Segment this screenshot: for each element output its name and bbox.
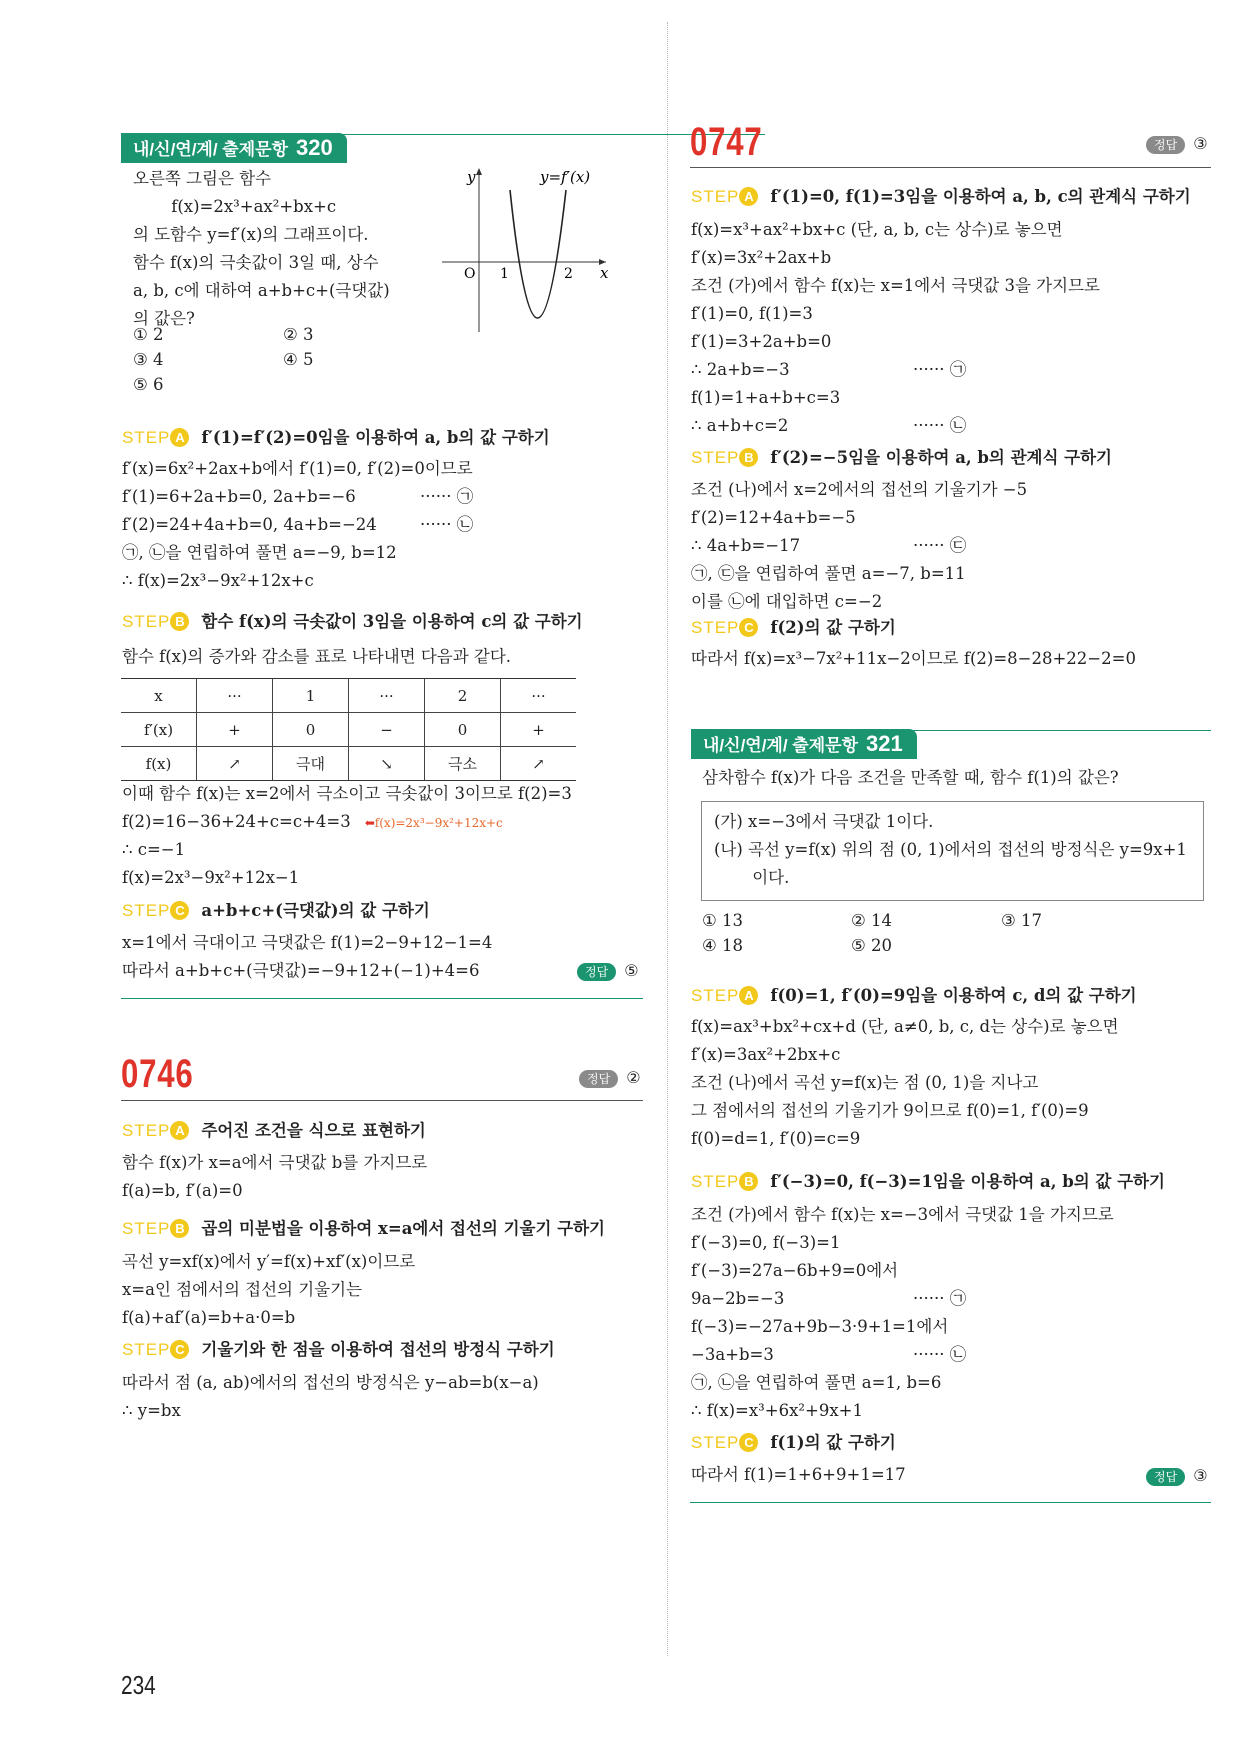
- conditions-list: [714, 808, 1187, 892]
- text-line: 이를 ㉡에 대입하면 c=−2: [691, 592, 883, 611]
- text-line: f′(−3)=0, f(−3)=1: [691, 1233, 841, 1252]
- text-line: a, b, c에 대하여 a+b+c+(극댓값): [133, 281, 390, 300]
- step-title: f′(−3)=0, f(−3)=1임을 이용하여 a, b의 값 구하기: [770, 1172, 1165, 1191]
- choice-2[interactable]: ② 14: [851, 911, 893, 930]
- step-b-body: [691, 476, 1027, 616]
- step-b-heading: [122, 1215, 605, 1243]
- text-line: 함수 f(x)의 극솟값이 3일 때, 상수: [133, 253, 379, 272]
- step-letter-circle-icon: A: [739, 986, 758, 1005]
- sign-table: [121, 678, 576, 781]
- choice-5[interactable]: ⑤ 20: [851, 936, 893, 955]
- answer-0746: [579, 1068, 641, 1088]
- problem-320-question: [133, 165, 390, 333]
- step-a-heading: [122, 1117, 426, 1145]
- step-label: STEP: [691, 448, 740, 467]
- step-b-heading: [691, 1168, 1165, 1196]
- text-line: [691, 412, 1100, 440]
- equation-tag: ······ ㉢: [913, 536, 967, 555]
- problem-number-0746: 0746: [121, 1052, 194, 1096]
- step-b-heading: [691, 444, 1112, 472]
- text-line: 의 도함수 y=f′(x)의 그래프이다.: [133, 225, 369, 244]
- problem-321-question: 삼차함수 f(x)가 다음 조건을 만족할 때, 함수 f(1)의 값은?: [702, 768, 1119, 787]
- answer-badge: 정답: [1146, 136, 1185, 154]
- step-letter-circle-icon: B: [170, 612, 189, 631]
- step-title: 기울기와 한 점을 이용하여 접선의 방정식 구하기: [201, 1340, 555, 1359]
- equation-tag: ······ ㉡: [913, 1345, 967, 1364]
- table-cell: +: [197, 713, 273, 747]
- choice-4[interactable]: ④ 18: [702, 936, 744, 955]
- conditions-box: [701, 801, 1204, 901]
- answer-badge: 정답: [1146, 1468, 1185, 1486]
- text-line: f′(1)=3+2a+b=0: [691, 332, 832, 351]
- origin-label: O: [464, 266, 476, 282]
- choice-1[interactable]: ① 13: [702, 911, 744, 930]
- tick-2-label: 2: [564, 266, 573, 282]
- step-a-heading: [691, 982, 1137, 1010]
- text-line: (나) 곡선 y=f(x) 위의 점 (0, 1)에서의 접선의 방정식은 y=9x+1: [714, 840, 1187, 859]
- line-text: f(2)=16−36+24+c=c+4=3: [122, 812, 351, 831]
- problem-number-0747: 0747: [690, 120, 763, 164]
- text-line: f(x)=2x³+ax²+bx+c: [133, 197, 337, 216]
- answer-0747: [1146, 134, 1208, 154]
- table-row: [121, 747, 576, 781]
- step-title: 주어진 조건을 식으로 표현하기: [201, 1121, 426, 1140]
- line-text: ∴ 2a+b=−3: [691, 360, 790, 379]
- table-cell: 극대: [273, 747, 349, 781]
- problem-rule: [121, 1100, 643, 1101]
- step-c-body: [691, 645, 1136, 673]
- step-letter-circle-icon: A: [739, 187, 758, 206]
- choice-3[interactable]: ③ 17: [1001, 911, 1043, 930]
- text-line: 그 점에서의 접선의 기울기가 9이므로 f(0)=1, f′(0)=9: [691, 1101, 1089, 1120]
- text-line: f′(x)=3ax²+2bx+c: [691, 1045, 841, 1064]
- step-label: STEP: [691, 618, 740, 637]
- y-label: y: [467, 168, 476, 186]
- page-number: 234: [121, 1670, 156, 1700]
- table-cell: ↘: [349, 747, 425, 781]
- step-c-body: [122, 1369, 539, 1425]
- header-number: 321: [866, 731, 903, 756]
- step-letter-circle-icon: C: [170, 1340, 189, 1359]
- text-line: 곡선 y=xf(x)에서 y′=f(x)+xf′(x)이므로: [122, 1252, 416, 1271]
- text-line: 함수 f(x)의 증가와 감소를 표로 나타내면 다음과 같다.: [122, 647, 512, 666]
- text-line: [691, 532, 1027, 560]
- step-letter-circle-icon: C: [739, 618, 758, 637]
- step-letter-circle-icon: A: [170, 428, 189, 447]
- header-badge: [121, 133, 347, 163]
- text-line: x=a인 점에서의 접선의 기울기는: [122, 1280, 362, 1299]
- step-label: STEP: [691, 986, 740, 1005]
- equation-tag: ······ ㉠: [913, 360, 967, 379]
- equation-tag: ······ ㉠: [420, 487, 474, 506]
- header-number: 320: [296, 135, 333, 160]
- answer-value: ⑤: [624, 961, 639, 980]
- tick-1-label: 1: [500, 266, 509, 282]
- answer-value: ③: [1193, 1466, 1208, 1485]
- choice-1[interactable]: ① 2: [133, 325, 164, 344]
- step-c-heading: [691, 614, 896, 642]
- step-b-body-2: [122, 780, 572, 892]
- text-line: 함수 f(x)가 x=a에서 극댓값 b를 가지므로: [122, 1153, 428, 1172]
- text-line: f(x)=x³+ax²+bx+c (단, a, b, c는 상수)로 놓으면: [691, 220, 1063, 239]
- table-cell: 극소: [425, 747, 501, 781]
- text-line: f(x)=2x³−9x²+12x−1: [122, 868, 300, 887]
- text-line: f′(1)=0, f(1)=3: [691, 304, 813, 323]
- step-label: STEP: [122, 428, 171, 447]
- table-cell: ···: [501, 679, 577, 713]
- text-line: f(a)=b, f′(a)=0: [122, 1181, 243, 1200]
- text-line: (가) x=−3에서 극댓값 1이다.: [714, 812, 934, 831]
- answer-badge: 정답: [577, 963, 616, 981]
- line-text: 9a−2b=−3: [691, 1289, 785, 1308]
- text-line: 조건 (가)에서 함수 f(x)는 x=1에서 극댓값 3을 가지므로: [691, 276, 1100, 295]
- text-line: ∴ f(x)=2x³−9x²+12x+c: [122, 571, 314, 590]
- step-a-heading: [122, 424, 550, 452]
- text-line: [122, 808, 572, 836]
- step-title: f′(2)=−5임을 이용하여 a, b의 관계식 구하기: [770, 448, 1112, 467]
- text-line: 조건 (가)에서 함수 f(x)는 x=−3에서 극댓값 1을 가지므로: [691, 1205, 1114, 1224]
- step-b-body: [122, 643, 511, 671]
- header-rule: [881, 730, 1211, 731]
- step-label: STEP: [122, 901, 171, 920]
- step-a-body: [122, 455, 473, 595]
- equation-tag: ······ ㉠: [913, 1289, 967, 1308]
- table-cell: ···: [197, 679, 273, 713]
- step-a-body: [691, 216, 1100, 440]
- table-cell: 1: [273, 679, 349, 713]
- text-line: f′(2)=12+4a+b=−5: [691, 508, 856, 527]
- table-cell: f(x): [121, 747, 197, 781]
- text-line: ㉠, ㉢을 연립하여 풀면 a=−7, b=11: [691, 564, 966, 583]
- text-line: ∴ c=−1: [122, 840, 186, 859]
- step-c-heading: [122, 1336, 555, 1364]
- choice-4[interactable]: ④ 5: [283, 350, 314, 369]
- text-line: 따라서 a+b+c+(극댓값)=−9+12+(−1)+4=6: [122, 961, 480, 980]
- text-line: 의 값은?: [133, 309, 195, 328]
- equation-tag: ······ ㉡: [913, 416, 967, 435]
- step-label: STEP: [691, 1433, 740, 1452]
- step-letter-circle-icon: C: [739, 1433, 758, 1452]
- table-row: [121, 713, 576, 747]
- equation-tag: ······ ㉡: [420, 515, 474, 534]
- table-cell: +: [501, 713, 577, 747]
- answer-value: ②: [626, 1068, 641, 1087]
- line-text: −3a+b=3: [691, 1345, 774, 1364]
- step-a-body: [122, 1149, 427, 1205]
- text-line: f′(x)=6x²+2ax+b에서 f′(1)=0, f′(2)=0이므로: [122, 459, 473, 478]
- step-label: STEP: [691, 1172, 740, 1191]
- step-letter-circle-icon: C: [170, 901, 189, 920]
- column-divider: [667, 22, 668, 1656]
- choice-3[interactable]: ③ 4: [133, 350, 164, 369]
- answer-321: [1146, 1466, 1208, 1486]
- step-b-heading: [122, 608, 583, 636]
- header-badge: [691, 729, 917, 759]
- step-b-body: [122, 1248, 415, 1332]
- step-title: 곱의 미분법을 이용하여 x=a에서 접선의 기울기 구하기: [201, 1219, 605, 1238]
- problem-rule: [690, 167, 1211, 168]
- header-label: 내/신/연/계/ 출제문항: [133, 140, 288, 159]
- annotation-note: ⬅ f(x)=2x³−9x²+12x+c: [365, 816, 503, 830]
- step-c-heading: [691, 1429, 896, 1457]
- answer-value: ③: [1193, 134, 1208, 153]
- line-text: f′(1)=6+2a+b=0, 2a+b=−6: [122, 487, 356, 506]
- table-row: [121, 679, 576, 713]
- text-line: f(1)=1+a+b+c=3: [691, 388, 841, 407]
- text-line: [122, 483, 473, 511]
- text-line: 오른쪽 그림은 함수: [133, 169, 272, 188]
- text-line: f(−3)=−27a+9b−3·9+1=1에서: [691, 1317, 949, 1336]
- text-line: 조건 (나)에서 x=2에서의 접선의 기울기가 −5: [691, 480, 1028, 499]
- table-cell: 2: [425, 679, 501, 713]
- text-line: 따라서 f(1)=1+6+9+1=17: [691, 1465, 906, 1484]
- step-label: STEP: [122, 1219, 171, 1238]
- step-b-body: [691, 1201, 1114, 1425]
- text-line: 이때 함수 f(x)는 x=2에서 극소이고 극솟값이 3이므로 f(2)=3: [122, 784, 572, 803]
- step-title: f(2)의 값 구하기: [770, 618, 896, 637]
- step-title: f′(1)=f′(2)=0임을 이용하여 a, b의 값 구하기: [201, 428, 550, 447]
- choice-5[interactable]: ⑤ 6: [133, 375, 164, 394]
- step-label: STEP: [122, 1340, 171, 1359]
- step-letter-circle-icon: B: [739, 1172, 758, 1191]
- table-cell: ···: [349, 679, 425, 713]
- section-rule: [690, 1502, 1211, 1503]
- text-line: f(x)=ax³+bx²+cx+d (단, a≠0, b, c, d는 상수)로 놓으면: [691, 1017, 1119, 1036]
- step-title: f(0)=1, f′(0)=9임을 이용하여 c, d의 값 구하기: [770, 986, 1137, 1005]
- line-text: ∴ a+b+c=2: [691, 416, 789, 435]
- text-line: x=1에서 극대이고 극댓값은 f(1)=2−9+12−1=4: [122, 933, 493, 952]
- text-line: ㉠, ㉡을 연립하여 풀면 a=1, b=6: [691, 1373, 942, 1392]
- table-cell: ↗: [501, 747, 577, 781]
- step-c-body: [691, 1461, 906, 1489]
- step-title: 함수 f(x)의 극솟값이 3임을 이용하여 c의 값 구하기: [201, 612, 583, 631]
- step-letter-circle-icon: B: [170, 1219, 189, 1238]
- section-rule: [121, 998, 643, 999]
- choice-2[interactable]: ② 3: [283, 325, 314, 344]
- line-text: f′(2)=24+4a+b=0, 4a+b=−24: [122, 515, 377, 534]
- text-line: f′(x)=3x²+2ax+b: [691, 248, 832, 267]
- text-line: ㉠, ㉡을 연립하여 풀면 a=−9, b=12: [122, 543, 397, 562]
- step-letter-circle-icon: B: [739, 448, 758, 467]
- text-line: f(a)+af′(a)=b+a·0=b: [122, 1308, 296, 1327]
- step-label: STEP: [122, 1121, 171, 1140]
- table-cell: 0: [425, 713, 501, 747]
- text-line: [691, 356, 1100, 384]
- step-label: STEP: [122, 612, 171, 631]
- table-cell: f′(x): [121, 713, 197, 747]
- table-cell: x: [121, 679, 197, 713]
- text-line: ∴ f(x)=x³+6x²+9x+1: [691, 1401, 863, 1420]
- table-cell: ↗: [197, 747, 273, 781]
- step-c-body: [122, 929, 492, 985]
- answer-320: [577, 961, 639, 981]
- line-text: ∴ 4a+b=−17: [691, 536, 801, 555]
- derivative-curve: [510, 190, 566, 318]
- step-a-heading: [691, 183, 1191, 211]
- step-a-body: [691, 1013, 1119, 1153]
- step-title: a+b+c+(극댓값)의 값 구하기: [201, 901, 430, 920]
- curve-label: y=f′(x): [540, 168, 591, 186]
- y-axis-arrow: [476, 168, 482, 175]
- text-line: 이다.: [714, 868, 790, 887]
- text-line: 따라서 점 (a, ab)에서의 접선의 방정식은 y−ab=b(x−a): [122, 1373, 539, 1392]
- step-title: f′(1)=0, f(1)=3임을 이용하여 a, b, c의 관계식 구하기: [770, 187, 1191, 206]
- step-label: STEP: [691, 187, 740, 206]
- step-letter-circle-icon: A: [170, 1121, 189, 1140]
- text-line: ∴ y=bx: [122, 1401, 181, 1420]
- text-line: 조건 (나)에서 곡선 y=f(x)는 점 (0, 1)을 지나고: [691, 1073, 1039, 1092]
- step-c-heading: [122, 897, 430, 925]
- text-line: [691, 1285, 1114, 1313]
- step-title: f(1)의 값 구하기: [770, 1433, 896, 1452]
- table-cell: 0: [273, 713, 349, 747]
- text-line: [691, 1341, 1114, 1369]
- answer-badge: 정답: [579, 1070, 618, 1088]
- derivative-graph: [440, 160, 620, 335]
- text-line: f(0)=d=1, f′(0)=c=9: [691, 1129, 861, 1148]
- text-line: f′(−3)=27a−6b+9=0에서: [691, 1261, 899, 1280]
- text-line: [122, 511, 473, 539]
- x-label: x: [600, 264, 609, 282]
- text-line: 따라서 f(x)=x³−7x²+11x−2이므로 f(2)=8−28+22−2=0: [691, 649, 1136, 668]
- header-label: 내/신/연/계/ 출제문항: [703, 736, 858, 755]
- table-cell: −: [349, 713, 425, 747]
